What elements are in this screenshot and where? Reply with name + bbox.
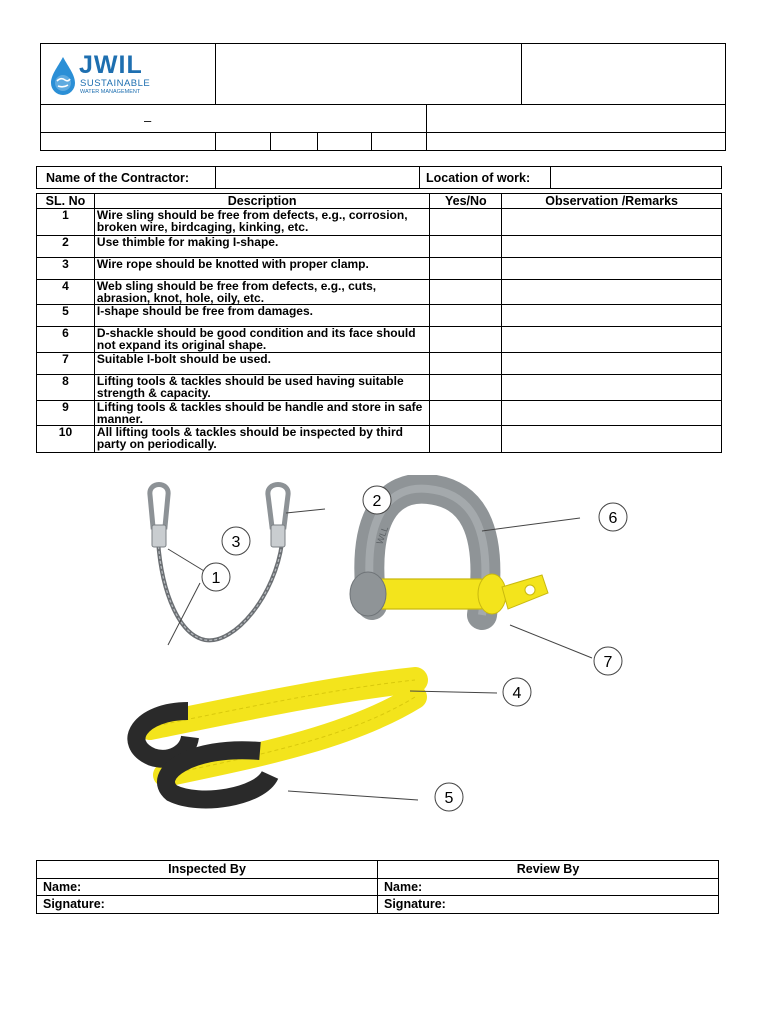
- row-yes-no-cell[interactable]: [430, 236, 502, 258]
- wire-sling-image: [150, 485, 288, 641]
- location-field[interactable]: [551, 167, 722, 189]
- row-number: 7: [37, 353, 95, 375]
- row-yes-no-cell[interactable]: [430, 327, 502, 353]
- logo-brand: JWIL: [79, 51, 143, 79]
- checklist-header-row: [37, 194, 722, 209]
- reviewer-name-field[interactable]: Name:: [378, 879, 719, 896]
- row-description: D-shackle should be good condition and its face should not expand its original shape.: [94, 327, 429, 353]
- row-remarks-cell[interactable]: [502, 401, 722, 426]
- table-row: [37, 375, 722, 401]
- header-doc-cell: [522, 44, 726, 105]
- inspector-name-field[interactable]: Name:: [37, 879, 378, 896]
- callout-1: [202, 563, 230, 591]
- row-yes-no-cell[interactable]: [430, 258, 502, 280]
- header-grid-row: [40, 132, 726, 151]
- row-number: 5: [37, 305, 95, 327]
- row-yes-no-cell[interactable]: [430, 426, 502, 453]
- header-grid-cell: [317, 133, 372, 151]
- header-table: [40, 43, 726, 105]
- callout-label: 3: [231, 534, 241, 551]
- row-number: 9: [37, 401, 95, 426]
- info-row: [36, 166, 722, 189]
- table-row: [37, 236, 722, 258]
- logo-cell: [41, 44, 216, 105]
- row-description: Wire rope should be knotted with proper clamp.: [94, 258, 429, 280]
- callout-label: 4: [512, 685, 522, 702]
- table-row: [37, 327, 722, 353]
- row-number: 2: [37, 236, 95, 258]
- row-description: Web sling should be free from defects, e.g., cuts, abrasion, knot, hole, oily, etc.: [94, 280, 429, 305]
- table-row: [37, 426, 722, 453]
- row-description: Suitable I-bolt should be used.: [94, 353, 429, 375]
- callout-6: [599, 503, 627, 531]
- callout-4: [503, 678, 531, 706]
- web-sling-image: [136, 680, 415, 799]
- callout-label: 7: [603, 654, 613, 671]
- row-yes-no-cell[interactable]: [430, 375, 502, 401]
- inspected-by-title: Inspected By: [37, 861, 378, 879]
- header-title-cell: [216, 44, 522, 105]
- row-yes-no-cell[interactable]: [430, 305, 502, 327]
- row-number: 6: [37, 327, 95, 353]
- location-label: Location of work:: [420, 167, 551, 189]
- company-logo: [49, 51, 209, 98]
- callout-3: [222, 527, 250, 555]
- row-yes-no-cell[interactable]: [430, 209, 502, 236]
- col-yes-no: Yes/No: [430, 194, 502, 209]
- row-number: 8: [37, 375, 95, 401]
- water-drop-globe-icon: [49, 56, 77, 96]
- table-row: [37, 280, 722, 305]
- callout-7: [594, 647, 622, 675]
- row-yes-no-cell[interactable]: [430, 401, 502, 426]
- row-description: Wire sling should be free from defects, e.g., corrosion, broken wire, birdcaging, kinking, etc.: [94, 209, 429, 236]
- header-dash-cell: [41, 105, 427, 133]
- col-remarks: Observation /Remarks: [502, 194, 722, 209]
- row-remarks-cell[interactable]: [502, 327, 722, 353]
- signoff-table: [36, 860, 719, 914]
- table-row: [37, 401, 722, 426]
- header-grid-cell: [215, 133, 270, 151]
- row-description: Lifting tools & tackles should be handle and store in safe manner.: [94, 401, 429, 426]
- col-description: Description: [94, 194, 429, 209]
- header-right-cell: [426, 105, 725, 133]
- row-remarks-cell[interactable]: [502, 353, 722, 375]
- contractor-field[interactable]: [216, 167, 420, 189]
- lifting-gear-illustration: [110, 475, 670, 835]
- header-grid-cell: [41, 133, 216, 151]
- logo-tagline: SUSTAINABLE: [80, 78, 151, 89]
- header-grid-cell: [427, 133, 726, 151]
- header-grid-cell: [270, 133, 317, 151]
- row-remarks-cell[interactable]: [502, 305, 722, 327]
- row-remarks-cell[interactable]: [502, 280, 722, 305]
- table-row: [37, 209, 722, 236]
- row-remarks-cell[interactable]: [502, 236, 722, 258]
- row-remarks-cell[interactable]: [502, 258, 722, 280]
- shackle-stamp: WLL: [374, 524, 391, 546]
- col-sl-no: SL. No: [37, 194, 95, 209]
- row-remarks-cell[interactable]: [502, 375, 722, 401]
- inspector-signature-field[interactable]: Signature:: [37, 896, 378, 914]
- contractor-label: Name of the Contractor:: [37, 167, 216, 189]
- document-header: [40, 43, 726, 151]
- logo-subtagline: WATER MANAGEMENT: [80, 89, 141, 95]
- callout-2: [363, 486, 391, 514]
- row-number: 3: [37, 258, 95, 280]
- row-yes-no-cell[interactable]: [430, 280, 502, 305]
- callout-label: 5: [444, 790, 454, 807]
- table-row: [37, 353, 722, 375]
- callout-label: 2: [372, 493, 382, 510]
- header-subtable: [40, 104, 726, 133]
- checklist-table: [36, 193, 722, 453]
- row-yes-no-cell[interactable]: [430, 353, 502, 375]
- callout-5: [435, 783, 463, 811]
- header-dash: –: [144, 113, 152, 128]
- row-remarks-cell[interactable]: [502, 426, 722, 453]
- row-number: 10: [37, 426, 95, 453]
- table-row: [37, 258, 722, 280]
- review-by-title: Review By: [378, 861, 719, 879]
- callout-label: 6: [608, 510, 618, 527]
- row-remarks-cell[interactable]: [502, 209, 722, 236]
- row-description: All lifting tools & tackles should be inspected by third party on periodically.: [94, 426, 429, 453]
- row-description: Lifting tools & tackles should be used having suitable strength & capacity.: [94, 375, 429, 401]
- table-row: [37, 305, 722, 327]
- row-number: 4: [37, 280, 95, 305]
- row-description: I-shape should be free from damages.: [94, 305, 429, 327]
- callout-label: 1: [211, 570, 221, 587]
- reviewer-signature-field[interactable]: Signature:: [378, 896, 719, 914]
- row-number: 1: [37, 209, 95, 236]
- header-grid-cell: [372, 133, 427, 151]
- row-description: Use thimble for making I-shape.: [94, 236, 429, 258]
